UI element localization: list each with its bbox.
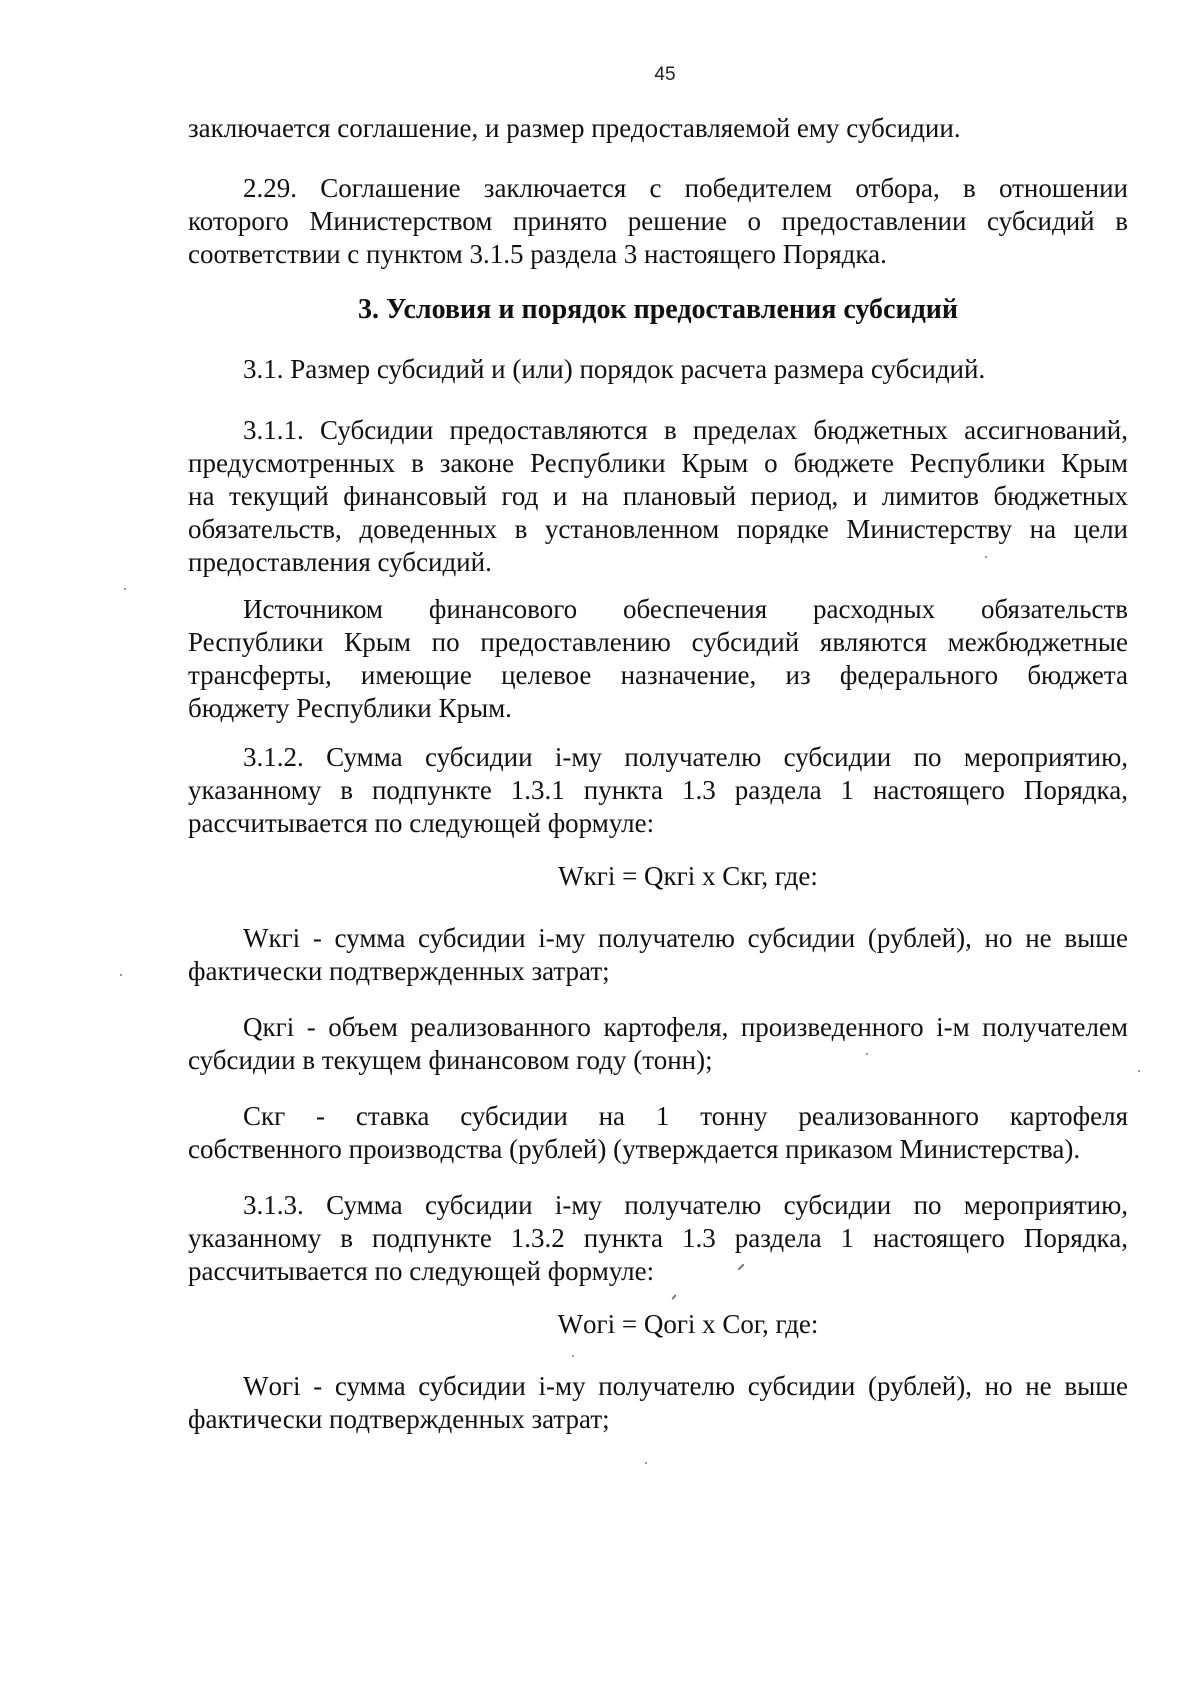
scan-speck [985, 556, 987, 558]
text-line: рассчитывается по следующей формуле: [188, 1256, 655, 1286]
text-line: заключается соглашение, и размер предоставляемой ему субсидии. [188, 113, 961, 143]
text-line: предоставления субсидий. [188, 547, 492, 577]
scan-speck [572, 1355, 574, 1357]
text-line: которого Министерством принято решение о предоставлении субсидий в [188, 206, 1128, 236]
scan-mark [671, 1294, 676, 1300]
paragraph-wogi-definition [188, 1370, 1128, 1436]
text-line: рассчитывается по следующей формуле: [188, 808, 655, 838]
text-line: Республики Крым по предоставлению субсидий являются межбюджетные [188, 627, 1128, 657]
text-line: Wкгi - сумма субсидии i-му получателю субсидии (рублей), но не выше [243, 923, 1128, 953]
text-line: на текущий финансовый год и на плановый период, и лимитов бюджетных [188, 481, 1128, 511]
text-line: соответствии с пунктом 3.1.5 раздела 3 настоящего Порядка. [188, 239, 887, 269]
paragraph-3-1-1 [188, 414, 1128, 579]
section-heading: 3. Условия и порядок предоставления субсидий [357, 294, 959, 325]
text-line: Скг - ставка субсидии на 1 тонну реализованного картофеля [243, 1101, 1128, 1131]
text-line: 3.1. Размер субсидий и (или) порядок расчета размера субсидий. [243, 354, 986, 384]
paragraph-3-1-2 [188, 741, 1128, 840]
text-line: 3.1.2. Сумма субсидии i-му получателю субсидии по мероприятию, [243, 742, 1128, 772]
paragraph-3-1 [188, 353, 1128, 386]
text-line: указанному в подпункте 1.3.1 пункта 1.3 раздела 1 настоящего Порядка, [188, 775, 1128, 805]
scan-speck [120, 974, 122, 976]
text-line: фактически подтвержденных затрат; [188, 956, 610, 986]
text-line: Источником финансового обеспечения расходных обязательств [243, 594, 1128, 624]
paragraph-wkgi-definition [188, 922, 1128, 988]
formula-wkgi: Wкгi = Qкгi х Скг, где: [558, 861, 818, 891]
text-line: собственного производства (рублей) (утверждается приказом Министерства). [188, 1134, 1081, 1164]
scan-speck [1138, 1070, 1140, 1072]
paragraph-2-29 [188, 172, 1128, 271]
page-number: 45 [654, 64, 676, 85]
paragraph-3-1-3 [188, 1189, 1128, 1288]
paragraph-continuation [188, 112, 1128, 145]
formula-wogi: Wогi = Qогi х Сог, где: [557, 1309, 819, 1339]
text-line: предусмотренных в законе Республики Крым о бюджете Республики Крым [188, 448, 1128, 478]
text-line: 3.1.3. Сумма субсидии i-му получателю субсидии по мероприятию, [243, 1190, 1128, 1220]
scan-speck [645, 1462, 647, 1464]
text-line: трансферты, имеющие целевое назначение, из федерального бюджета [188, 660, 1128, 690]
paragraph-qkgi-definition [188, 1011, 1128, 1077]
text-line: обязательств, доведенных в установленном порядке Министерству на цели [188, 514, 1128, 544]
text-line: субсидии в текущем финансовом году (тонн); [188, 1045, 713, 1075]
text-line: бюджету Республики Крым. [188, 693, 512, 723]
text-line: Qкгi - объем реализованного картофеля, произведенного i-м получателем [243, 1012, 1128, 1042]
text-line: 2.29. Соглашение заключается с победителем отбора, в отношении [243, 173, 1128, 203]
text-line: фактически подтвержденных затрат; [188, 1404, 610, 1434]
scan-speck [124, 588, 126, 590]
text-line: 3.1.1. Субсидии предоставляются в пределах бюджетных ассигнований, [243, 415, 1128, 445]
paragraph-skg-definition [188, 1100, 1128, 1166]
text-line: Wогi - сумма субсидии i-му получателю субсидии (рублей), но не выше [243, 1371, 1128, 1401]
text-line: указанному в подпункте 1.3.2 пункта 1.3 раздела 1 настоящего Порядка, [188, 1223, 1128, 1253]
paragraph-funding-source [188, 593, 1128, 725]
scan-speck [866, 1053, 868, 1055]
